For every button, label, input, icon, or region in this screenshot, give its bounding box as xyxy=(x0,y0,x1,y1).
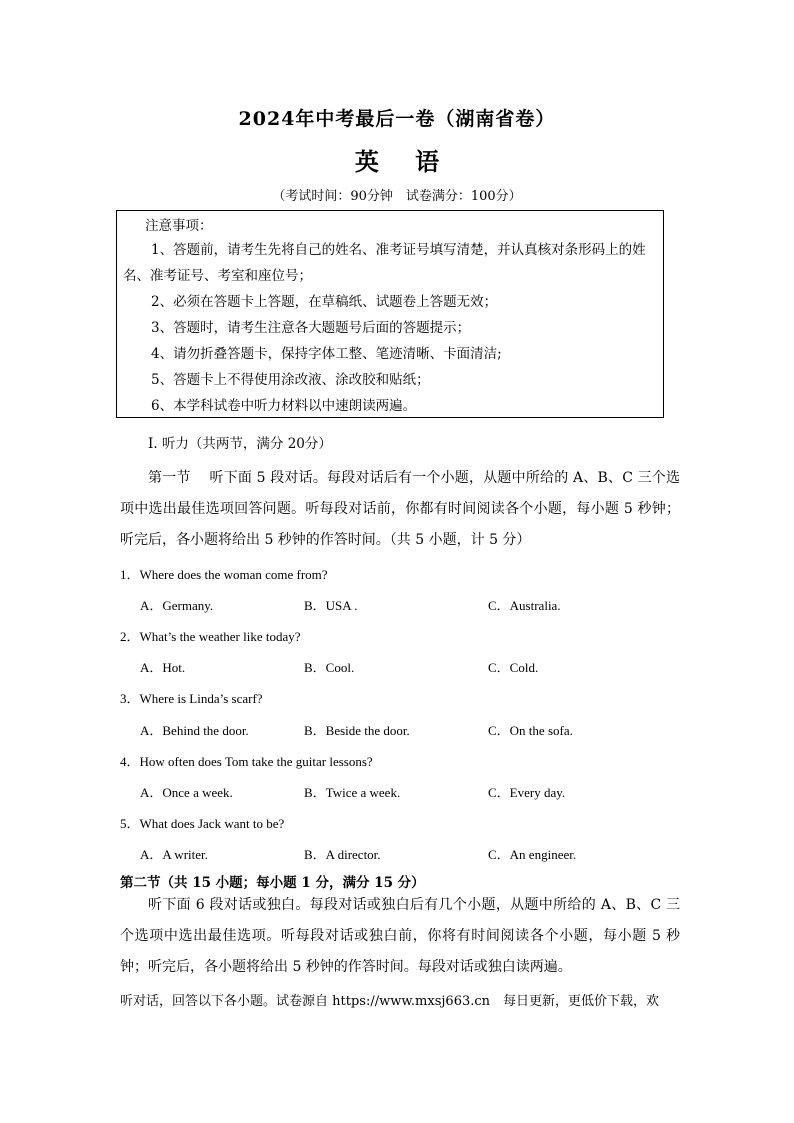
option-a[interactable]: A．Behind the door. xyxy=(140,723,249,738)
notice-item: 4、请勿折叠答题卡，保持字体工整、笔迹清晰、卡面清洁; xyxy=(151,346,502,362)
option-b[interactable]: B．Cool. xyxy=(304,660,355,675)
section-heading-listening: I. 听力（共两节，满分 20分） xyxy=(148,436,332,452)
option-a[interactable]: A．Germany. xyxy=(140,598,214,613)
paper-title: 2024年中考最后一卷（湖南省卷） xyxy=(238,108,556,130)
option-b[interactable]: B．Beside the door. xyxy=(304,723,410,738)
notice-item: 6、本学科试卷中听力材料以中速朗读两遍。 xyxy=(151,398,417,414)
notice-item: 5、答题卡上不得使用涂改液、涂改胶和贴纸； xyxy=(151,372,430,388)
option-c[interactable]: C．Cold. xyxy=(488,660,539,675)
option-c[interactable]: C．Australia. xyxy=(488,598,561,613)
question-stem: 2．What’s the weather like today? xyxy=(120,629,301,644)
option-b[interactable]: B．A director. xyxy=(304,847,381,862)
option-b[interactable]: B．Twice a week. xyxy=(304,785,401,800)
subject-title: 英 语 xyxy=(354,147,454,176)
part1-instructions: 第一节 听下面 5 段对话。每段对话后有一个小题，从题中所给的 A、B、C 三个选项中选出最佳选项回答问题。听每段对话前，你都有时间阅读各个小题，每小题 5 秒钟；听完后，各小题将给出 5 秒钟的作答时间。（共 5 小题，计 5 分） xyxy=(120,470,680,548)
question-stem: 4．How often does Tom take the guitar lessons? xyxy=(120,754,373,769)
notice-heading: 注意事项： xyxy=(145,218,213,234)
option-c[interactable]: C．Every day. xyxy=(488,785,566,800)
option-a[interactable]: A．A writer. xyxy=(140,847,208,862)
notice-box xyxy=(116,210,664,418)
option-c[interactable]: C．On the sofa. xyxy=(488,723,573,738)
question-stem: 3．Where is Linda’s scarf? xyxy=(120,691,263,706)
notice-item: 1、答题前，请考生先将自己的姓名、准考证号填写清楚，并认真核对条形码上的姓名、准考证号、考室和座位号； xyxy=(123,242,646,284)
part2-heading: 第二节（共 15 小题；每小题 1 分，满分 15 分） xyxy=(120,875,425,891)
option-c[interactable]: C．An engineer. xyxy=(488,847,577,862)
question-stem: 5．What does Jack want to be? xyxy=(120,816,285,831)
option-a[interactable]: A．Once a week. xyxy=(140,785,233,800)
option-b[interactable]: B．USA . xyxy=(304,598,358,613)
notice-item: 3、答题时，请考生注意各大题题号后面的答题提示； xyxy=(151,320,471,336)
exam-info: （考试时间：90分钟 试卷满分：100分） xyxy=(272,189,522,204)
part2-last-line: 听对话，回答以下各小题。试卷源自 https://www.mxsj663.cn 每日更新，更低价下载，欢 xyxy=(120,994,660,1009)
option-a[interactable]: A．Hot. xyxy=(140,660,186,675)
question-stem: 1．Where does the woman come from? xyxy=(120,567,328,582)
notice-item: 2、必须在答题卡上答题，在草稿纸、试题卷上答题无效； xyxy=(151,294,498,310)
part2-instructions: 听下面 6 段对话或独白。每段对话或独白后有几个小题，从题中所给的 A、B、C 三个选项中选出最佳选项。听每段对话或独白前，你将有时间阅读各个小题，每小题 5 秒钟；听完后，各小题将给出 5 秒钟的作答时间。每段对话或独白读两遍。 xyxy=(120,897,680,975)
